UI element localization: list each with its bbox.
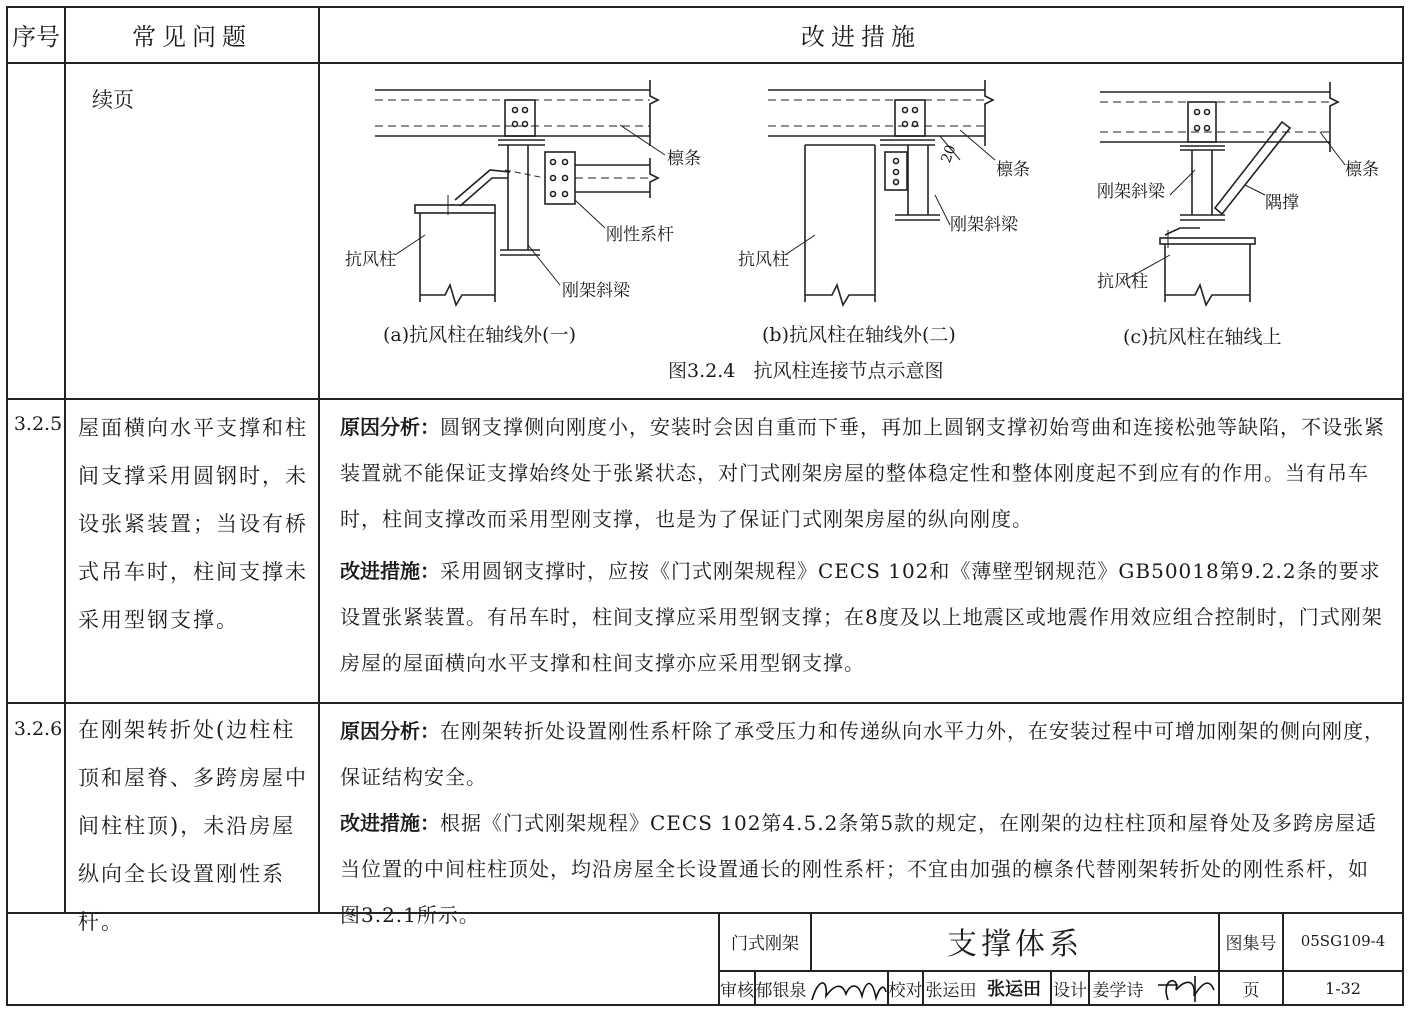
label-a-frame-beam: 刚架斜梁 [562, 281, 630, 301]
label-b-purlin: 檩条 [996, 160, 1030, 180]
label-a-purlin: 檩条 [667, 149, 701, 169]
row-325-no: 3.2.5 [13, 413, 63, 435]
row-326-measure-text: 根据《门式刚架规程》CECS 102第4.5.2条第5款的规定，在刚架的边柱柱顶和屋脊处及多跨房屋适当位置的中间柱柱顶处，均沿房屋全长设置通长的刚性系杆；不宜由加强的檩条代替刚架转折处的刚性系杆，如图3.2.1所示。 [340, 811, 1378, 927]
row-326-cause-label: 原因分析： [340, 719, 440, 743]
label-a-rigid-tie: 刚性系杆 [606, 225, 674, 245]
label-c-wind-column: 抗风柱 [1097, 272, 1148, 292]
header-problem: 常见问题 [132, 22, 252, 51]
caption-b: (b)抗风柱在轴线外(二) [762, 324, 956, 346]
label-b-dim: 20 [938, 142, 960, 166]
tb-atlas-label: 图集号 [1225, 933, 1277, 954]
row-326-problem: 在刚架转折处(边柱柱顶和屋脊、多跨房屋中间柱柱顶)，未沿房屋纵向全长设置刚性系杆。 [78, 718, 308, 934]
tb-page-label: 页 [1242, 980, 1260, 1001]
figure-title: 图3.2.4 抗风柱连接节点示意图 [668, 360, 944, 382]
tb-designer: 姜学诗 [1092, 980, 1144, 1001]
row-325-measure-text: 采用圆钢支撑时，应按《门式刚架规程》CECS 102和《薄壁型钢规范》GB50018第9.2.2条的要求设置张紧装置。有吊车时，柱间支撑应采用型钢支撑；在8度及以上地震区或地震作用效应组合控制时，门式刚架房屋的屋面横向水平支撑和柱间支撑亦应采用型钢支撑。 [340, 559, 1383, 675]
caption-a: (a)抗风柱在轴线外(一) [383, 324, 576, 346]
tb-category: 门式刚架 [731, 933, 799, 954]
label-c-frame-beam: 刚架斜梁 [1097, 182, 1165, 202]
tb-review-label: 审核 [720, 980, 754, 1001]
label-a-wind-column: 抗风柱 [345, 250, 396, 270]
row-325-problem: 屋面横向水平支撑和柱间支撑采用圆钢时，未设张紧装置；当设有桥式吊车时，柱间支撑未采用型钢支撑。 [78, 416, 308, 632]
continuation-label: 续页 [92, 88, 134, 112]
label-b-frame-beam: 刚架斜梁 [950, 215, 1018, 235]
row-325-measure-label: 改进措施： [340, 559, 440, 583]
row-325-cause-label: 原因分析： [340, 415, 440, 439]
tb-atlas-no: 05SG109-4 [1300, 932, 1386, 950]
tb-title: 支撑体系 [947, 927, 1083, 962]
tb-check-label: 校对 [888, 980, 923, 1001]
label-b-wind-column: 抗风柱 [738, 250, 789, 270]
label-c-brace: 隅撑 [1265, 193, 1299, 213]
row-325-cause-text: 圆钢支撑侧向刚度小，安装时会因自重而下垂，再加上圆钢支撑初始弯曲和连接松弛等缺陷，不设张紧装置就不能保证支撑始终处于张紧状态，对门式刚架房屋的整体稳定性和整体刚度起不到应有的作用。当有吊车时，柱间支撑改而采用型刚支撑，也是为了保证门式刚架房屋的纵向刚度。 [340, 415, 1385, 531]
caption-c: (c)抗风柱在轴线上 [1123, 326, 1282, 348]
row-326-measure-label: 改进措施： [340, 811, 440, 835]
tb-checker: 张运田 [925, 980, 977, 1001]
tb-page-no: 1-32 [1325, 978, 1361, 998]
tb-design-label: 设计 [1053, 980, 1087, 1001]
header-no: 序号 [12, 22, 60, 51]
tb-checker-signature: 张运田 [987, 979, 1041, 1000]
row-326-no: 3.2.6 [13, 718, 63, 740]
tb-reviewer: 郁银泉 [755, 980, 807, 1001]
label-c-purlin: 檩条 [1345, 160, 1379, 180]
row-326-cause-text: 在刚架转折处设置刚性系杆除了承受压力和传递纵向水平力外，在安装过程中可增加刚架的侧向刚度，保证结构安全。 [340, 719, 1385, 789]
header-measure: 改进措施 [801, 22, 921, 51]
